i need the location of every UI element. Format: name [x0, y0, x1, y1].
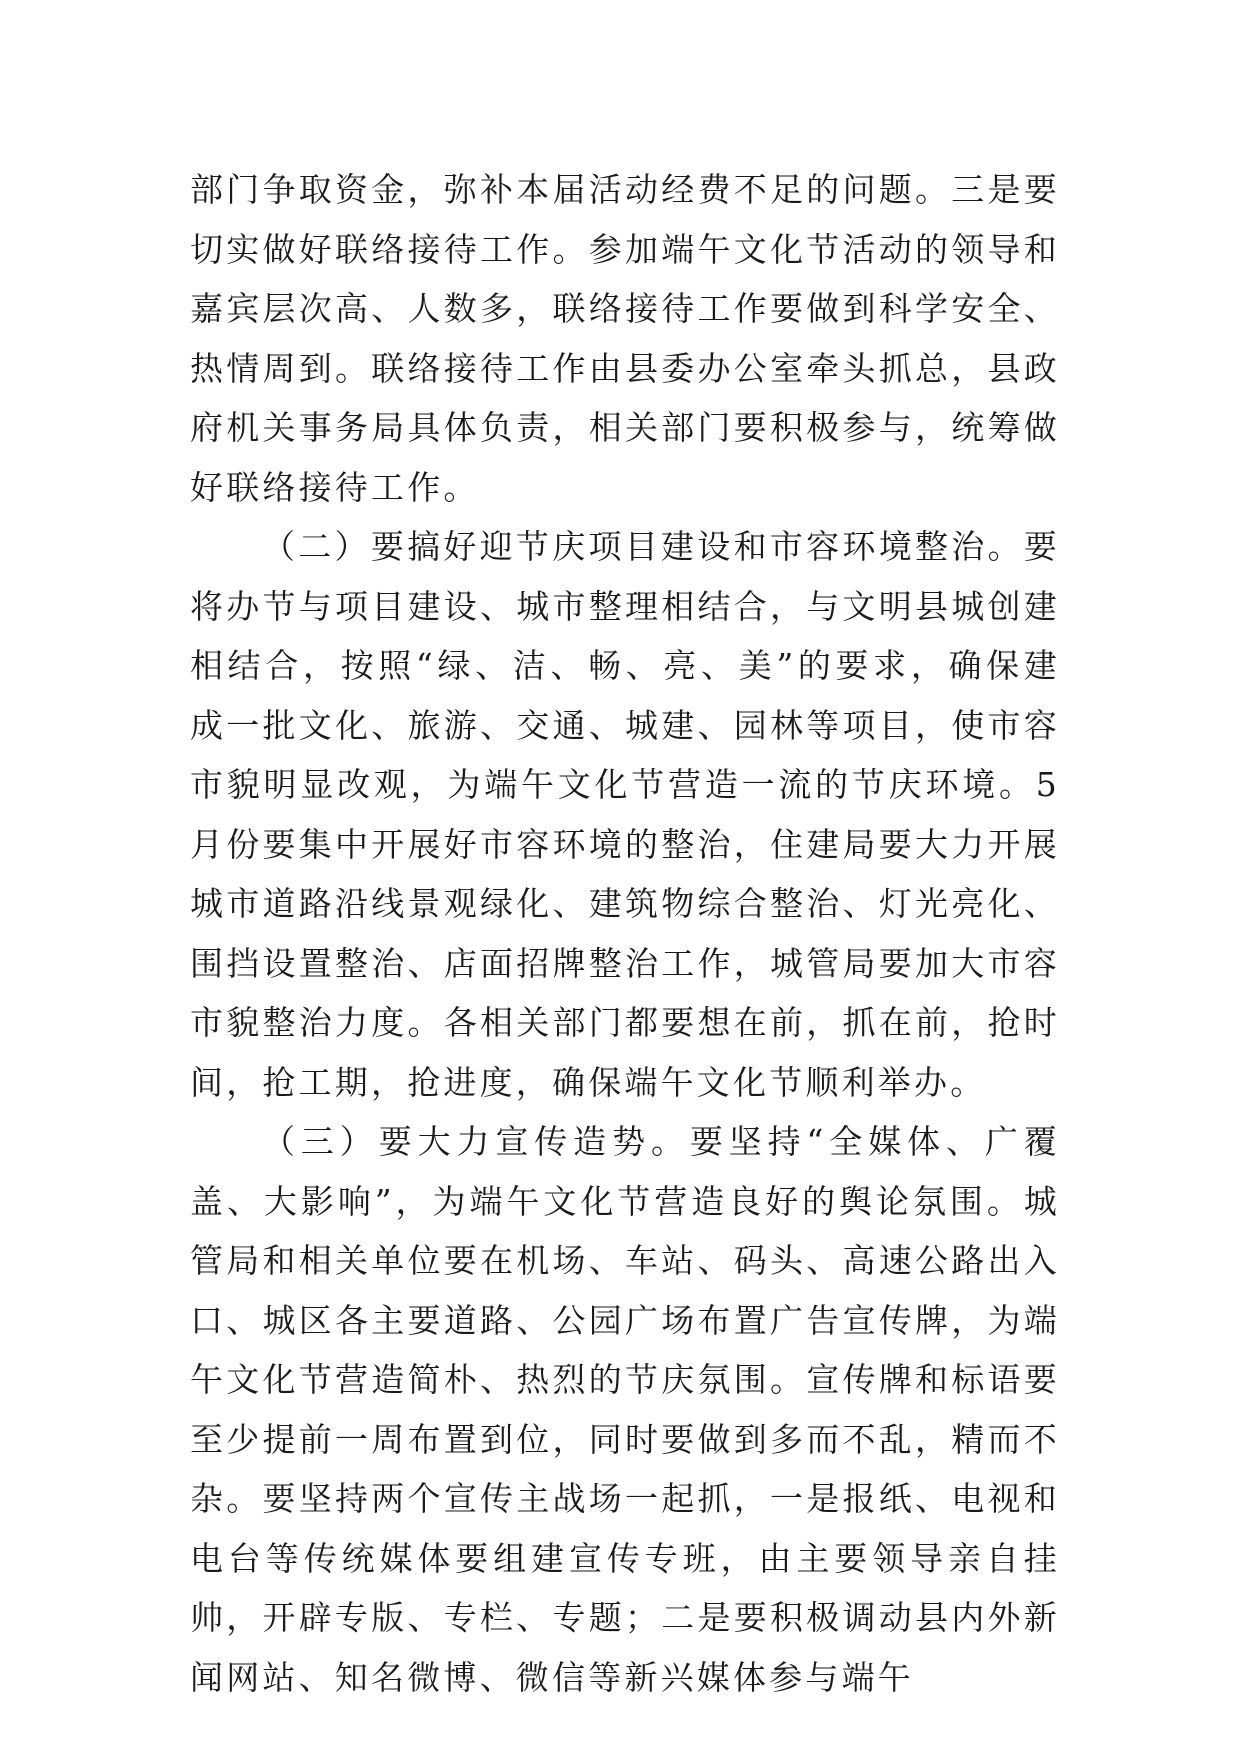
paragraph-3: （三）要大力宣传造势。要坚持“全媒体、广覆盖、大影响”，为端午文化节营造良好的舆论氛围。城管局和相关单位要在机场、车站、码头、高速公路出入口、城区各主要道路、公园广场布置广告宣传牌，为端午文化节营造简朴、热烈的节庆氛围。宣传牌和标语要至少提前一周布置到位，同时要做到多而不乱，精而不杂。要坚持两个宣传主战场一起抓，一是报纸、电视和电台等传统媒体要组建宣传专班，由主要领导亲自挂帅，开辟专版、专栏、专题；二是要积极调动县内外新闻网站、知名微博、微信等新兴媒体参与端午: [190, 1122, 1060, 1697]
paragraph-2: （二）要搞好迎节庆项目建设和市容环境整治。要将办节与项目建设、城市整理相结合，与文明县城创建相结合，按照“绿、洁、畅、亮、美”的要求，确保建成一批文化、旅游、交通、城建、园林等项目，使市容市貌明显改观，为端午文化节营造一流的节庆环境。5月份要集中开展好市容环境的整治，住建局要大力开展城市道路沿线景观绿化、建筑物综合整治、灯光亮化、围挡设置整治、店面招牌整治工作，城管局要加大市容市貌整治力度。各相关部门都要想在前，抓在前，抢时间，抢工期，抢进度，确保端午文化节顺利举办。: [190, 527, 1060, 1102]
paragraph-1: 部门争取资金，弥补本届活动经费不足的问题。三是要切实做好联络接待工作。参加端午文化节活动的领导和嘉宾层次高、人数多，联络接待工作要做到科学安全、热情周到。联络接待工作由县委办公室牵头抓总，县政府机关事务局具体负责，相关部门要积极参与，统筹做好联络接待工作。: [190, 170, 1060, 507]
document-body: [190, 160, 1060, 1707]
